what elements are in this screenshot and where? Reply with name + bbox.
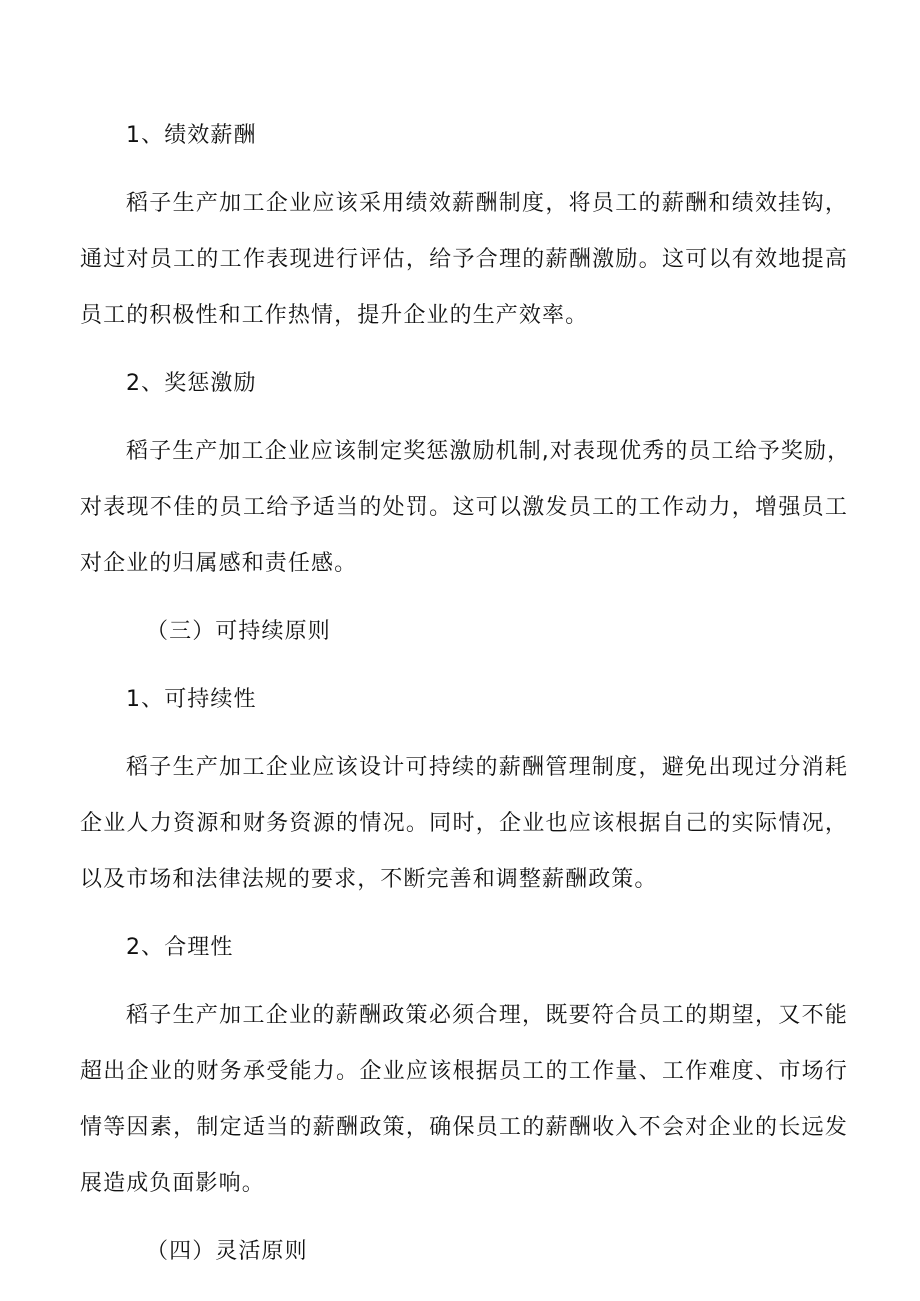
section-title-flexibility: （四）灵活原则	[146, 1239, 308, 1264]
paragraph-line: 情等因素，制定适当的薪酬政策，确保员工的薪酬收入不会对企业的长远发	[80, 1115, 848, 1140]
paragraph-line: 对企业的归属感和责任感。	[80, 551, 358, 576]
subheading-sustainability: 1、可持续性	[126, 687, 257, 712]
document-page	[80, 108, 851, 1292]
paragraph-line: 超出企业的财务承受能力。企业应该根据员工的工作量、工作难度、市场行	[80, 1059, 848, 1084]
section-title-sustainability: （三）可持续原则	[146, 619, 331, 644]
paragraph-line: 通过对员工的工作表现进行评估，给予合理的薪酬激励。这可以有效地提高	[80, 247, 848, 272]
subheading-reward-punishment: 2、奖惩激励	[126, 371, 257, 396]
paragraph-line: 稻子生产加工企业应该设计可持续的薪酬管理制度，避免出现过分消耗	[126, 755, 848, 780]
paragraph-reward-punishment	[80, 424, 851, 592]
paragraph-line: 稻子生产加工企业应该采用绩效薪酬制度，将员工的薪酬和绩效挂钩，	[126, 191, 848, 216]
paragraph-line: 展造成负面影响。	[80, 1171, 265, 1196]
paragraph-line: 企业人力资源和财务资源的情况。同时，企业也应该根据自己的实际情况，	[80, 811, 848, 836]
paragraph-sustainability	[80, 740, 848, 908]
paragraph-line: 稻子生产加工企业的薪酬政策必须合理，既要符合员工的期望，又不能	[126, 1003, 848, 1028]
subheading-performance-pay: 1、绩效薪酬	[126, 123, 257, 148]
paragraph-line: 稻子生产加工企业应该制定奖惩激励机制,对表现优秀的员工给予奖励，	[126, 439, 851, 464]
paragraph-line: 对表现不佳的员工给予适当的处罚。这可以激发员工的工作动力，增强员工	[80, 495, 848, 520]
paragraph-line: 以及市场和法律法规的要求，不断完善和调整薪酬政策。	[80, 867, 658, 892]
paragraph-performance-pay	[80, 176, 848, 344]
paragraph-line: 员工的积极性和工作热情，提升企业的生产效率。	[80, 303, 589, 328]
paragraph-reasonableness	[80, 988, 848, 1212]
subheading-reasonableness: 2、合理性	[126, 935, 234, 960]
